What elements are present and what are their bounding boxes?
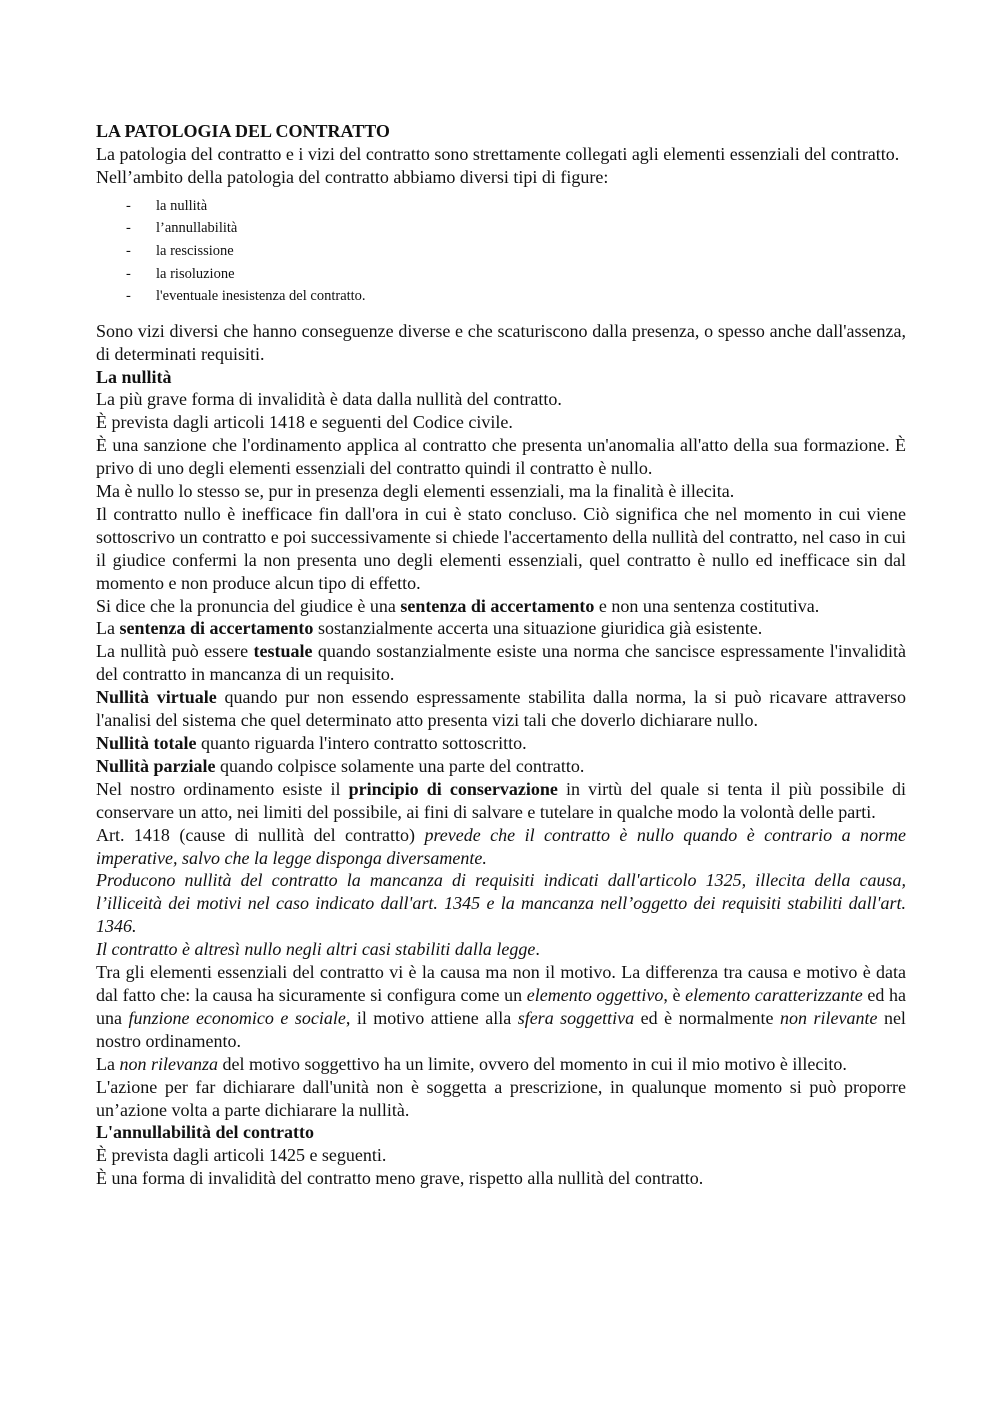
nullita-paragraph: Ma è nullo lo stesso se, pur in presenza degli elementi essenziali, ma la finalità è illecita.	[96, 481, 735, 502]
nullita-paragraph: Nullità virtuale quando pur non essendo espressamente stabilita dalla norma, la si può ricavare attraverso l'analisi del sistema che quel determinato atto presenta vizi tali che doverlo dichiarare nullo.	[96, 687, 906, 731]
nullita-paragraph: Nullità parziale quando colpisce solamente una parte del contratto.	[96, 755, 585, 776]
nullita-paragraph: Art. 1418 (cause di nullità del contratto) prevede che il contratto è nullo quando è contrario a norme imperative, salvo che la legge disponga diversamente.	[96, 824, 906, 868]
after-list-paragraph: Sono vizi diversi che hanno conseguenze diverse e che scaturiscono dalla presenza, o spesso anche dall'assenza, di determinati requisiti.	[96, 320, 906, 364]
nullita-paragraph: La non rilevanza del motivo soggettivo ha un limite, ovvero del momento in cui il mio motivo è illecito.	[96, 1053, 847, 1074]
list-item: - l’annullabilità	[96, 217, 906, 240]
nullita-paragraph: Nullità totale quanto riguarda l'intero contratto sottoscritto.	[96, 733, 527, 753]
nullita-paragraph: È prevista dagli articoli 1418 e seguenti del Codice civile.	[96, 412, 513, 433]
list-dash: -	[126, 265, 131, 282]
annullabilita-paragraph: È prevista dagli articoli 1425 e seguenti.	[96, 1145, 387, 1166]
nullita-paragraph: Nel nostro ordinamento esiste il principio di conservazione in virtù del quale si tenta il più possibile di conservare un atto, nei limiti del possibile, ai fini di salvare e tutelare in qualche modo la volontà delle parti.	[96, 778, 907, 822]
nullita-paragraph: Il contratto nullo è inefficace fin dall'ora in cui è stato concluso. Ciò significa che nel momento in cui viene sottoscrivo un contratto e poi successivamente si chiede l'accertamento della nullità del contratto, nel caso in cui il giudice confermi la non presenta uno degli elementi essenziali, quel contratto è nullo ed inefficace sin dal momento e non produce alcun tipo di effetto.	[96, 503, 906, 593]
nullita-paragraph: Tra gli elementi essenziali del contratto vi è la causa ma non il motivo. La differenza tra causa e motivo è data dal fatto che: la causa ha sicuramente si configura come un elemento oggettivo, è elemento caratterizzante ed ha una funzione economico e sociale, il motivo attiene alla sfera soggettiva ed è normalmente non rilevante nel nostro ordinamento.	[96, 962, 906, 1051]
intro-paragraph-1: La patologia del contratto e i vizi del contratto sono strettamente collegati agli elementi essenziali del contratto.	[96, 143, 900, 164]
list-item: - la nullità	[96, 195, 906, 218]
annullabilita-paragraph: È una forma di invalidità del contratto meno grave, rispetto alla nullità del contratto.	[96, 1168, 704, 1189]
nullita-paragraph: Il contratto è altresì nullo negli altri casi stabiliti dalla legge.	[96, 939, 540, 960]
list-item: - la risoluzione	[96, 263, 906, 286]
nullita-paragraph: La più grave forma di invalidità è data dalla nullità del contratto.	[96, 389, 562, 410]
nullita-paragraph: Si dice che la pronuncia del giudice è una sentenza di accertamento e non una sentenza costitutiva.	[96, 595, 820, 616]
document-title: LA PATOLOGIA DEL CONTRATTO	[96, 121, 390, 141]
nullita-paragraph: È una sanzione che l'ordinamento applica al contratto che presenta un'anomalia all'atto della sua formazione. È privo di uno degli elementi essenziali del contratto quindi il contratto è nullo.	[96, 435, 906, 479]
list-dash: -	[126, 197, 131, 214]
figures-list	[96, 195, 906, 308]
nullita-paragraph: Producono nullità del contratto la mancanza di requisiti indicati dall'articolo 1325, illecita della causa, l’illiceità dei motivi nel caso indicato dall'art. 1345 e la mancanza nell’oggetto dei requisiti stabiliti dall'art. 1346.	[96, 870, 906, 937]
list-dash: -	[126, 220, 131, 237]
list-dash: -	[126, 242, 131, 259]
section-heading-nullita: La nullità	[96, 366, 172, 387]
list-dash: -	[126, 288, 131, 305]
intro-paragraph-2: Nell’ambito della patologia del contratto abbiamo diversi tipi di figure:	[96, 166, 609, 187]
nullita-paragraph: La sentenza di accertamento sostanzialmente accerta una situazione giuridica già esistente.	[96, 618, 763, 639]
list-item: - l'eventuale inesistenza del contratto.	[96, 285, 906, 308]
list-item: - la rescissione	[96, 240, 906, 263]
nullita-paragraph: La nullità può essere testuale quando sostanzialmente esiste una norma che sancisce espressamente l'invalidità del contratto in mancanza di un requisito.	[96, 641, 907, 685]
document-page	[96, 120, 906, 1190]
section-heading-annullabilita: L'annullabilità del contratto	[96, 1122, 315, 1143]
nullita-paragraph: L'azione per far dichiarare dall'unità non è soggetta a prescrizione, in qualunque momento si può proporre un’azione volta a parte dichiarare la nullità.	[96, 1076, 906, 1120]
